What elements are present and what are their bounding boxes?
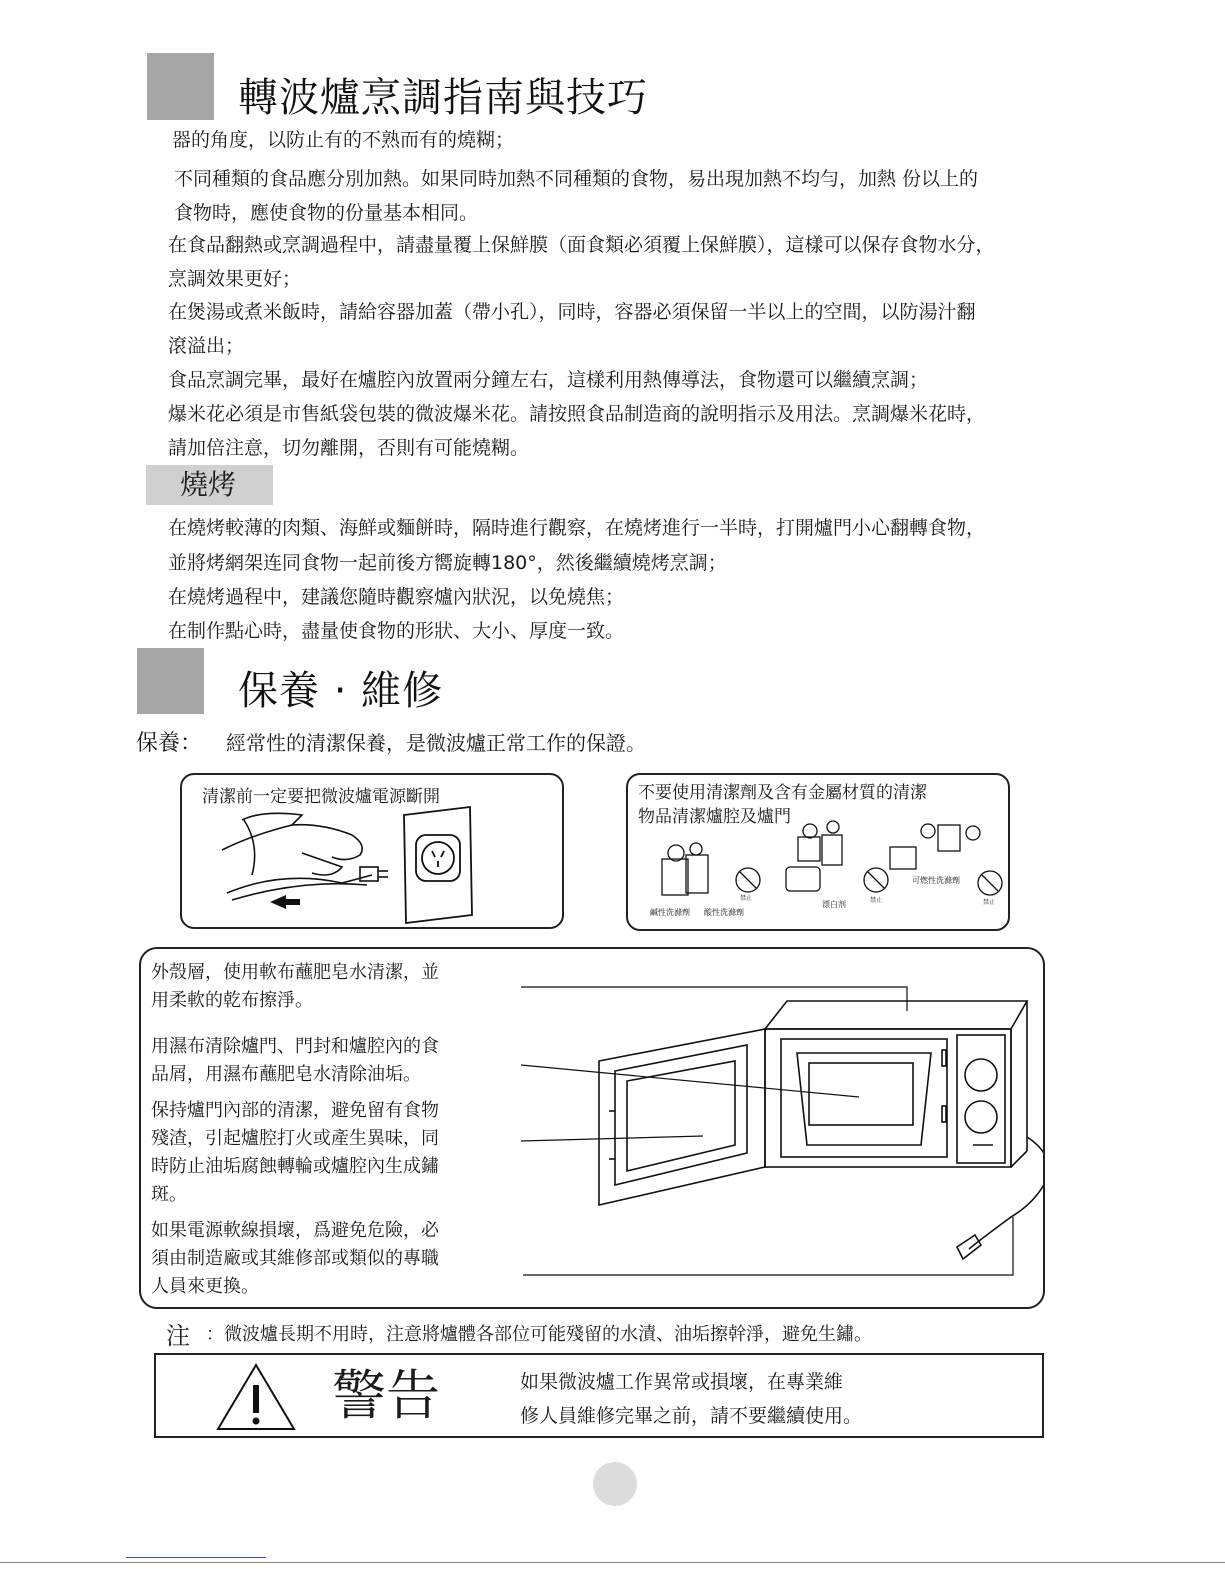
item-line: 時防止油垢腐蝕轉輪或爐腔內生成鏽 — [151, 1156, 439, 1177]
warning-title: 警告 — [332, 1364, 440, 1427]
acid-label: 酸性洗滌劑 — [704, 908, 744, 917]
forbidden-label: 禁止 — [870, 897, 883, 904]
grill-line: 在制作點心時，盡量使食物的形狀、大小、厚度一致。 — [168, 620, 625, 642]
grill-line: 在燒烤較薄的肉類、海鮮或麵餅時，隔時進行觀察，在燒烤進行一半時，打開爐門小心翻轉食物， — [168, 517, 986, 539]
bleach-label: 漂白剂 — [822, 900, 846, 909]
prohibited-icon — [978, 871, 1002, 895]
page-number-marker — [593, 1462, 637, 1506]
tips-heading: 轉波爐烹調指南與技巧 — [238, 75, 648, 121]
item-line: 如果電源軟線損壞，爲避免危險，必 — [151, 1220, 439, 1241]
footer-rule — [126, 1557, 266, 1558]
no-detergent-title-1: 不要使用清潔劑及含有金屬材質的清潔 — [638, 783, 927, 803]
tips-line: 器的角度，以防止有的不熟而有的燒糊； — [172, 129, 515, 151]
tips-line: 在煲湯或煮米飯時，請給容器加蓋（帶小孔），同時，容器必須保留一半以上的空間，以防湯汁翻 — [168, 301, 976, 323]
warning-box — [154, 1353, 1044, 1438]
grill-line: 在燒烤過程中，建議您隨時觀察爐內狀況，以免燒焦； — [168, 586, 625, 608]
alkaline-detergent-icon — [662, 843, 708, 895]
forbidden-label: 禁止 — [983, 899, 996, 906]
flammable-label: 可燃性洗滌劑 — [912, 876, 960, 885]
grill-line: 並將烤網架连同食物一起前後方嚮旋轉180°，然後繼續燒烤烹調； — [168, 552, 727, 574]
tips-line: 食物時，應使食物的份量基本相同。 — [174, 202, 479, 224]
prohibited-icon — [736, 868, 760, 892]
note-text: ：微波爐長期不用時，注意將爐體各部位可能殘留的水漬、油垢擦幹淨，避免生鏽。 — [206, 1324, 872, 1345]
section-marker-tips — [147, 53, 214, 120]
note-label: 注 — [166, 1322, 190, 1350]
tips-line: 在食品翻熱或烹調過程中，請盡量覆上保鮮膜（面食類必須覆上保鮮膜），這樣可以保存食物水分， — [168, 234, 995, 256]
detergent-illustration — [628, 775, 1008, 929]
microwave-door — [599, 1029, 765, 1205]
warning-line-2: 修人員維修完畢之前，請不要繼續使用。 — [520, 1405, 863, 1427]
hand-icon — [222, 813, 388, 900]
tips-line: 不同種類的食品應分別加熱。如果同時加熱不同種類的食物，易出現加熱不均勻，加熱 份以上的 — [174, 168, 979, 190]
item-line: 殘渣，引起爐腔打火或產生異味，同 — [151, 1128, 439, 1149]
maintenance-panel — [139, 947, 1045, 1309]
tips-line: 食品烹調完畢，最好在爐腔內放置兩分鐘左右，這樣利用熱傳導法，食物還可以繼續烹調； — [168, 369, 929, 391]
item-line: 用濕布清除爐門、門封和爐腔內的食 — [151, 1036, 439, 1057]
wall-outlet-icon — [404, 807, 472, 923]
item-line: 外殼層，使用軟布蘸肥皂水清潔，並 — [151, 962, 439, 983]
section-marker-maintenance — [137, 648, 204, 714]
unplug-title: 清潔前一定要把微波爐電源斷開 — [202, 787, 440, 807]
alkaline-label: 鹹性洗滌劑 — [650, 908, 690, 917]
tips-line: 烹調效果更好； — [168, 268, 302, 290]
tips-line: 請加倍注意，切勿離開，否則有可能燒糊。 — [168, 437, 530, 459]
power-cord-icon — [957, 1137, 1043, 1259]
item-line: 須由制造廠或其維修部或類似的專職 — [151, 1248, 439, 1269]
tips-line: 滾溢出； — [168, 335, 245, 357]
grill-heading: 燒烤 — [146, 465, 273, 505]
forbidden-label: 禁止 — [740, 895, 753, 902]
bleach-icon — [786, 821, 842, 891]
flammable-detergent-icon — [890, 824, 980, 869]
footer-rule — [0, 1562, 1225, 1563]
microwave-illustration — [141, 949, 1043, 1307]
unplug-illustration — [182, 775, 562, 927]
warning-line-1: 如果微波爐工作異常或損壞，在專業維 — [520, 1371, 844, 1393]
item-line: 保持爐門內部的清潔，避免留有食物 — [151, 1100, 439, 1121]
leader-lines — [521, 987, 1013, 1275]
warning-triangle-icon — [214, 1361, 298, 1433]
item-line: 品屑，用濕布蘸肥皂水清除油垢。 — [151, 1064, 421, 1085]
microwave-body — [765, 1001, 1027, 1167]
item-line: 人員來更換。 — [151, 1276, 259, 1297]
arrow-left-icon — [270, 895, 300, 909]
maintenance-intro-text: 經常性的清潔保養，是微波爐正常工作的保證。 — [226, 731, 646, 755]
maintenance-intro-label: 保養： — [136, 731, 203, 756]
item-line: 用柔軟的乾布擦淨。 — [151, 990, 313, 1011]
unplug-panel — [180, 773, 564, 929]
item-line: 斑。 — [151, 1184, 187, 1205]
maintenance-heading: 保養 · 維修 — [238, 668, 444, 714]
no-detergent-title-2: 物品清潔爐腔及爐門 — [638, 807, 791, 827]
no-detergent-panel — [626, 773, 1010, 931]
prohibited-icon — [864, 868, 888, 892]
tips-line: 爆米花必須是市售紙袋包裝的微波爆米花。請按照食品制造商的說明指示及用法。烹調爆米花時， — [168, 403, 986, 425]
